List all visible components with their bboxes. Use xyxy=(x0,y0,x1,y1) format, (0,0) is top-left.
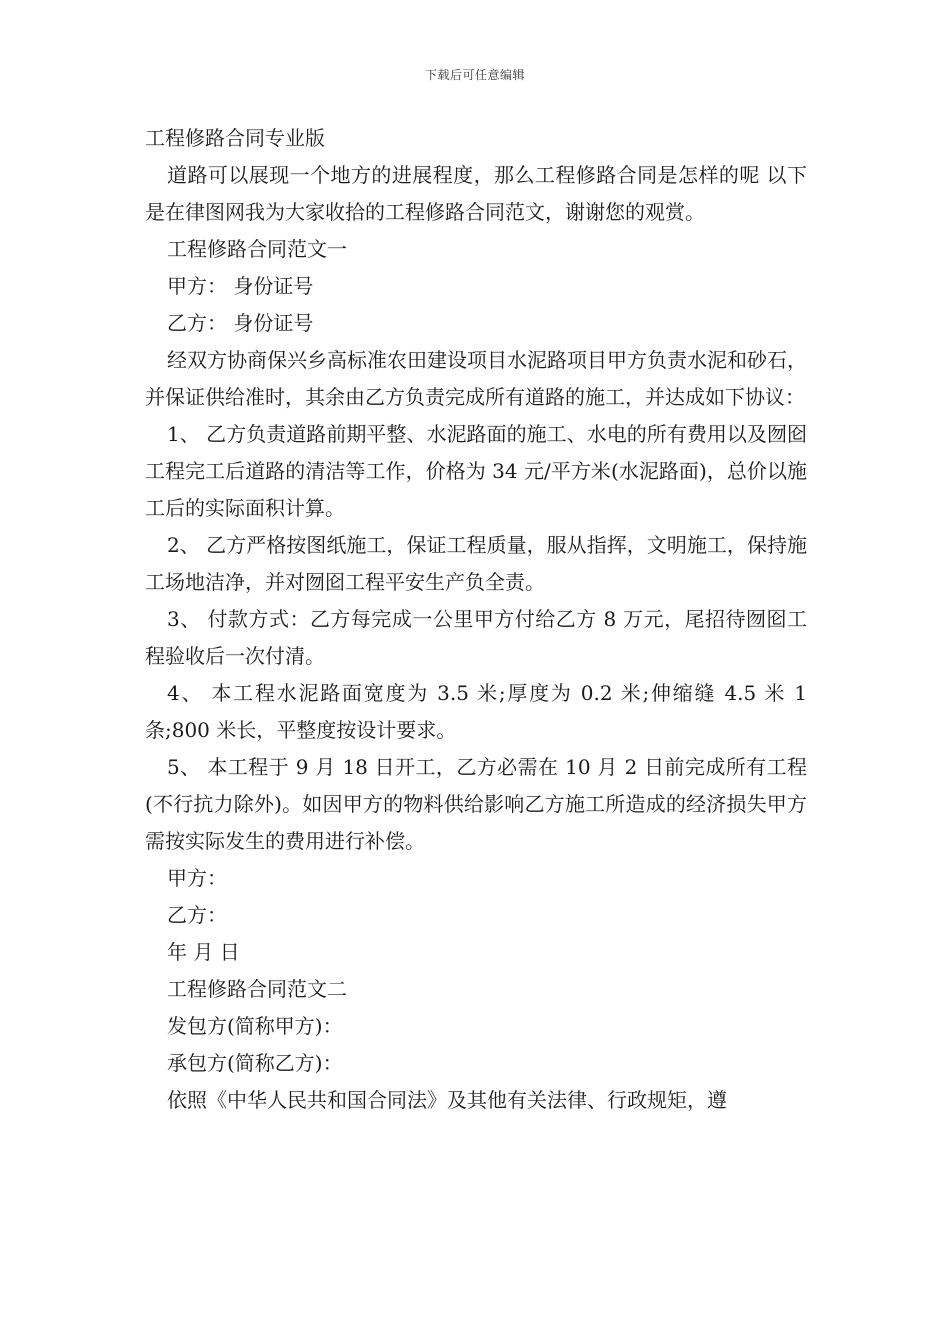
contractor-receiver-line: 承包方(简称乙方)： xyxy=(167,1051,343,1075)
section-heading-sample-one: 工程修路合同范文一 xyxy=(167,237,347,261)
clause-3: 3、 付款方式：乙方每完成一公里甲方付给乙方 8 万元，尾招待囫囵工程验收后一次付清。 xyxy=(145,607,807,668)
document-body xyxy=(145,120,807,1119)
paragraph-legal-basis: 依照《中华人民共和国合同法》及其他有关法律、行政规矩，遵 xyxy=(167,1088,727,1112)
document-title: 工程修路合同专业版 xyxy=(145,126,325,150)
signature-party-a: 甲方： xyxy=(167,866,227,890)
contractor-issuer-line: 发包方(简称甲方)： xyxy=(167,1014,343,1038)
clause-1: 1、 乙方负责道路前期平整、水泥路面的施工、水电的所有费用以及囫囵工程完工后道路的清洁等工作，价格为 34 元/平方米(水泥路面)，总价以施工后的实际面积计算。 xyxy=(145,422,807,520)
paragraph-intro: 道路可以展现一个地方的进展程度，那么工程修路合同是怎样的呢 以下是在律图网我为大家收拾的工程修路合同范文，谢谢您的观赏。 xyxy=(145,163,807,224)
clause-4: 4、 本工程水泥路面宽度为 3.5 米;厚度为 0.2 米;伸缩缝 4.5 米 1 条;800 米长，平整度按设计要求。 xyxy=(145,681,807,742)
signature-party-b: 乙方： xyxy=(167,903,227,927)
party-b-line: 乙方： 身份证号 xyxy=(167,311,314,335)
signature-date: 年 月 日 xyxy=(167,940,240,964)
party-a-line: 甲方： 身份证号 xyxy=(167,274,314,298)
clause-5: 5、 本工程于 9 月 18 日开工，乙方必需在 10 月 2 日前完成所有工程(不行抗力除外)。如因甲方的物料供给影响乙方施工所造成的经济损失甲方需按实际发生的费用进行补偿。 xyxy=(145,755,807,853)
clause-2: 2、 乙方严格按图纸施工，保证工程质量，服从指挥，文明施工，保持施工场地洁净，并对囫囵工程平安生产负全责。 xyxy=(145,533,807,594)
paragraph-agreement-preamble: 经双方协商保兴乡高标准农田建设项目水泥路项目甲方负责水泥和砂石，并保证供给准时，其余由乙方负责完成所有道路的施工，并达成如下协议： xyxy=(145,348,807,409)
section-heading-sample-two: 工程修路合同范文二 xyxy=(167,977,347,1001)
page-header: 下载后可任意编辑 xyxy=(424,68,525,82)
